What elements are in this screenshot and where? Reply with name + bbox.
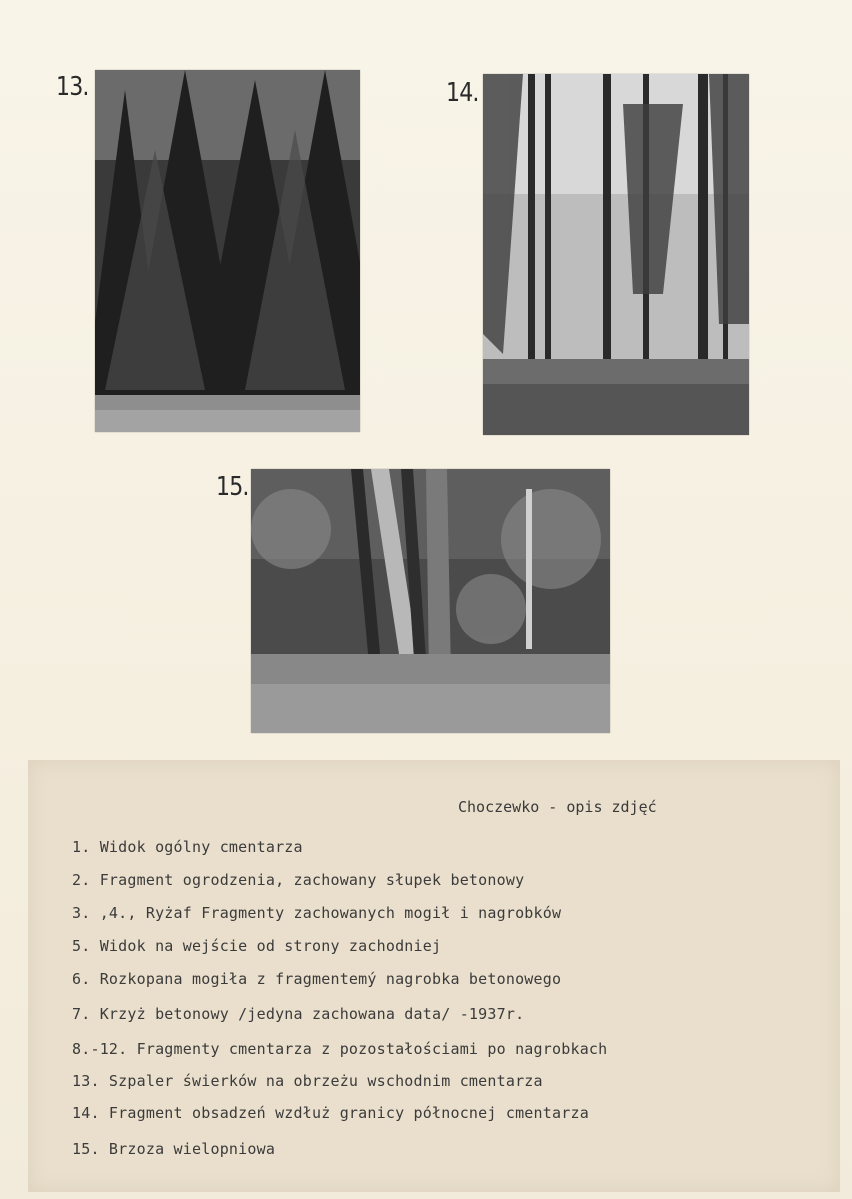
photo-number-15: 15. [216,472,249,502]
description-item: 13. Szpaler świerków na obrzeżu wschodnim cmentarza [72,1072,543,1090]
description-item: 14. Fragment obsadzeń wzdłuż granicy północnej cmentarza [72,1104,589,1122]
description-item: 8.-12. Fragmenty cmentarza z pozostałościami po nagrobkach [72,1040,608,1058]
description-title: Choczewko - opis zdjęć [458,798,657,816]
description-item: 5. Widok na wejście od strony zachodniej [72,937,442,955]
photo-14-north-border [483,74,749,435]
description-item: 15. Brzoza wielopniowa [72,1140,276,1158]
photo-15-multistem-birch [251,469,610,733]
photo-13-spruce-row [95,70,360,432]
photo-description-card [28,760,840,1192]
photo-number-13: 13. [56,72,89,102]
photo-number-14: 14. [446,78,479,108]
description-item: 7. Krzyż betonowy /jedyna zachowana data/ -1937r. [72,1005,525,1023]
description-item: 3. ,4., Ryżaf Fragmenty zachowanych mogił i nagrobków [72,904,562,922]
description-item: 6. Rozkopana mogiła z fragmentemý nagrobka betonowego [72,970,562,988]
description-item: 1. Widok ogólny cmentarza [72,838,303,856]
description-item: 2. Fragment ogrodzenia, zachowany słupek betonowy [72,871,525,889]
